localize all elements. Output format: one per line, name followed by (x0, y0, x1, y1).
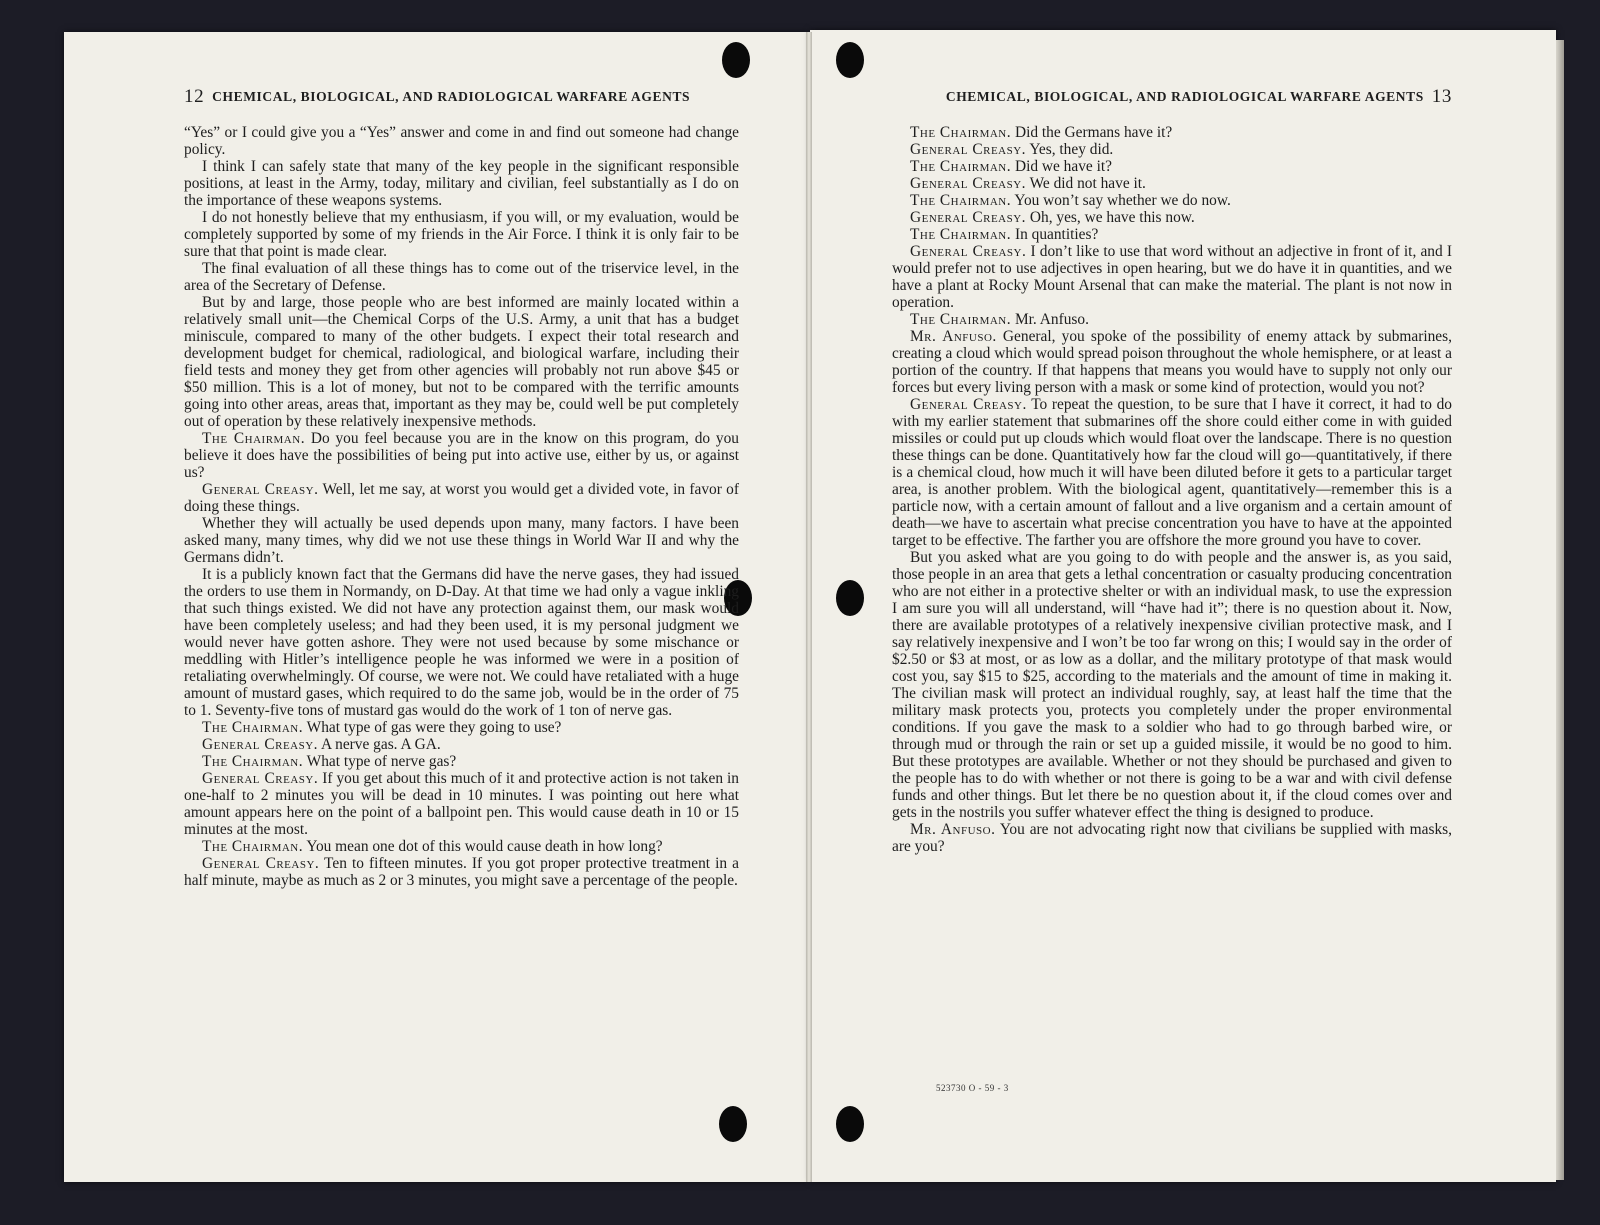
paragraph (892, 158, 1452, 175)
paragraph-text: We did not have it. (1029, 175, 1146, 192)
speaker-name: General Creasy. (202, 855, 320, 872)
paragraph (892, 124, 1452, 141)
speaker-name: The Chairman. (910, 226, 1012, 243)
paragraph (892, 396, 1452, 549)
binding-hole-icon (722, 42, 750, 78)
speaker-name: The Chairman. (910, 124, 1012, 141)
paragraph (184, 515, 739, 566)
paragraph (184, 838, 739, 855)
page-number-left: 12 (184, 86, 205, 107)
paragraph-text: You won’t say whether we do now. (1014, 192, 1231, 209)
speaker-name: The Chairman. (910, 192, 1012, 209)
paragraph (184, 209, 739, 260)
paragraph-text: General, you spoke of the possibility of enemy attack by submarines, creating a cloud which would spread poison throughout the whole hemisphere, or at least a portion of the country. If that happens that means you would have to supply not only our forces but every living person with a mask or some kind of protection, would you not? (892, 328, 1452, 396)
binding-hole-icon (836, 580, 864, 616)
speaker-name: General Creasy. (910, 243, 1027, 260)
paragraph (892, 821, 1452, 855)
paragraph-text: Well, let me say, at worst you would get a divided vote, in favor of doing these things. (184, 481, 739, 515)
speaker-name: The Chairman. (910, 311, 1012, 328)
paragraph (184, 260, 739, 294)
paragraph (184, 736, 739, 753)
speaker-name: The Chairman. (202, 838, 304, 855)
speaker-name: Mr. Anfuso. (910, 821, 996, 838)
paragraph-text: Did we have it? (1014, 158, 1112, 175)
speaker-name: General Creasy. (202, 481, 319, 498)
paragraph-text: In quantities? (1014, 226, 1099, 243)
paragraph (892, 549, 1452, 821)
paragraph-text: If you get about this much of it and protective action is not taken in one-half to 2 minutes you will be dead in 10 minutes. I was pointing out here what amount appears here on the point of a ballpoint pen. This would cause death in 10 or 15 minutes at the most. (184, 770, 739, 838)
paragraph-text: A nerve gas. A GA. (321, 736, 441, 753)
paragraph-text: What type of gas were they going to use? (306, 719, 562, 736)
paragraph (892, 311, 1452, 328)
running-head-title: CHEMICAL, BIOLOGICAL, AND RADIOLOGICAL WARFARE AGENTS (212, 89, 691, 104)
paragraph (184, 855, 739, 889)
paragraph-text: Did the Germans have it? (1014, 124, 1173, 141)
paragraph-text: You are not advocating right now that civilians be supplied with masks, are you? (892, 821, 1452, 855)
paragraph (184, 753, 739, 770)
speaker-name: The Chairman. (910, 158, 1012, 175)
right-running-head (946, 86, 1452, 108)
paragraph-text: Mr. Anfuso. (1014, 311, 1089, 328)
paragraph (184, 430, 739, 481)
paragraph-text: Oh, yes, we have this now. (1029, 209, 1195, 226)
paragraph-text: You mean one dot of this would cause death in how long? (306, 838, 663, 855)
running-head-title: CHEMICAL, BIOLOGICAL, AND RADIOLOGICAL WARFARE AGENTS (945, 89, 1424, 104)
paragraph-text: Do you feel because you are in the know on this program, do you believe it does have the possibilities of being put into active use, either by us, or against us? (184, 430, 739, 481)
paragraph (184, 719, 739, 736)
speaker-name: General Creasy. (910, 396, 1027, 413)
paragraph (892, 141, 1452, 158)
paragraph-text: I don’t like to use that word without an adjective in front of it, and I would prefer not to use adjectives in open hearing, but we do have it in quantities, and we have a plant at Rocky Mount Arsenal that can make the material. The plant is not now in operation. (892, 243, 1452, 311)
speaker-name: General Creasy. (910, 141, 1027, 158)
speaker-name: The Chairman. (202, 753, 304, 770)
paragraph (892, 328, 1452, 396)
paragraph (892, 243, 1452, 311)
binding-hole-icon (836, 42, 864, 78)
page-stack-edge (1556, 40, 1564, 1180)
paragraph (184, 481, 739, 515)
paragraph-text: “Yes” or I could give you a “Yes” answer and come in and find out someone had change policy. (184, 124, 739, 158)
paragraph-text: I do not honestly believe that my enthusiasm, if you will, or my evaluation, would be completely supported by some of my friends in the Air Force. I think it is only fair to be sure that that point is made clear. (184, 209, 739, 260)
paragraph-text: Whether they will actually be used depends upon many, many factors. I have been asked many, many times, why did we not use these things in World War II and why the Germans didn’t. (184, 515, 739, 566)
printer-imprint: 523730 O - 59 - 3 (936, 1083, 1009, 1093)
paragraph-text: The final evaluation of all these things has to come out of the triservice level, in the area of the Secretary of Defense. (184, 260, 739, 294)
binding-hole-icon (836, 1106, 864, 1142)
paragraph-text: Ten to fifteen minutes. If you got proper protective treatment in a half minute, maybe as much as 2 or 3 minutes, you might save a percentage of the people. (184, 855, 739, 889)
paragraph (892, 175, 1452, 192)
paragraph (184, 124, 739, 158)
binding-hole-icon (719, 1106, 747, 1142)
speaker-name: General Creasy. (910, 175, 1027, 192)
paragraph (184, 158, 739, 209)
left-page-body (184, 124, 739, 889)
paragraph-text: Yes, they did. (1029, 141, 1114, 158)
speaker-name: The Chairman. (202, 719, 304, 736)
paragraph-text: To repeat the question, to be sure that I have it correct, it had to do with my earlier statement that submarines off the shore could either come in with guided missiles or could put up clouds which would float over the landscape. There is no question these things can be done. Quantitatively how far the cloud will go—quantitatively, if there is a chemical cloud, how much it will have been diluted before it gets to a particular target area, is another problem. With the biological agent, quantitatively—remember this is a particle now, with a certain amount of fallout and a live organism and a certain amount of death—we have to ascertain what precise concentration you have to have at the appointed target to be effective. The farther you are offshore the more ground you have to cover. (892, 396, 1452, 549)
paragraph-text: I think I can safely state that many of the key people in the significant responsible positions, at least in the Army, today, military and civilian, feel substantially as I do on the importance of these weapons systems. (184, 158, 739, 209)
paragraph-text: It is a publicly known fact that the Germans did have the nerve gases, they had issued the orders to use them in Normandy, on D-Day. At that time we had only a vague inkling that such things existed. We did not have any protection against them, our mask would have been completely useless; and had they been used, it is my personal judgment we would never have gotten ashore. They were not used because by some mischance or meddling with Hitler’s intelligence people he was informed we were in a position of retaliating overwhelmingly. Of course, we were not. We could have retaliated with a huge amount of mustard gases, which required to do the same job, would be in the order of 75 to 1. Seventy-five tons of mustard gas would do the work of 1 ton of nerve gas. (184, 566, 739, 719)
speaker-name: General Creasy. (910, 209, 1027, 226)
paragraph (892, 226, 1452, 243)
speaker-name: General Creasy. (202, 770, 319, 787)
left-running-head (184, 86, 690, 108)
paragraph (892, 192, 1452, 209)
right-page-body (892, 124, 1452, 855)
page-number-right: 13 (1431, 86, 1452, 107)
paragraph (892, 209, 1452, 226)
speaker-name: Mr. Anfuso. (910, 328, 997, 345)
speaker-name: General Creasy. (202, 736, 319, 753)
paragraph (184, 770, 739, 838)
paragraph-text: But by and large, those people who are best informed are mainly located within a relatively small unit—the Chemical Corps of the U.S. Army, a unit that has a budget miniscule, compared to many of the other budgets. I expect their total research and development budget for chemical, radiological, and biological warfare, including their field tests and money they get from other agencies will probably not run above $45 or $50 million. This is a lot of money, but not to be compared with the terrific amounts going into other areas, areas that, important as they may be, could well be put completely out of operation by these relatively inexpensive methods. (184, 294, 739, 430)
paragraph (184, 294, 739, 430)
paragraph-text: But you asked what are you going to do with people and the answer is, as you said, those people in an area that gets a lethal concentration or casualty producing concentration who are not either in a protective shelter or with an individual mask, to use the expression I am sure you will all understand, will “have had it”; there is no question about it. Now, there are available prototypes of a relatively inexpensive civilian protective mask, and I say relatively inexpensive and I won’t be too far wrong on this; I would say in the order of $2.50 or $3 at most, or as low as a dollar, and the military prototype of that mask would cost you, say $15 to $25, according to the materials and the amount of time in making it. The civilian mask will protect an individual roughly, say, at least half the time that the military mask protects you, protects you completely under the proper environmental conditions. If you gave the mask to a soldier who had to go through barbed wire, or through mud or through the rain or set up a guided missile, it would be no good to him. But these prototypes are available. Whether or not they should be purchased and given to the people has to do with whether or not there is going to be a war and with civil defense funds and other things. But let there be no question about it, if the cloud comes over and gets in the nostrils you suffer whatever effect the thing is designed to produce. (892, 549, 1452, 821)
paragraph (184, 566, 739, 719)
book-spine (806, 32, 812, 1182)
paragraph-text: What type of nerve gas? (306, 753, 457, 770)
speaker-name: The Chairman. (202, 430, 306, 447)
